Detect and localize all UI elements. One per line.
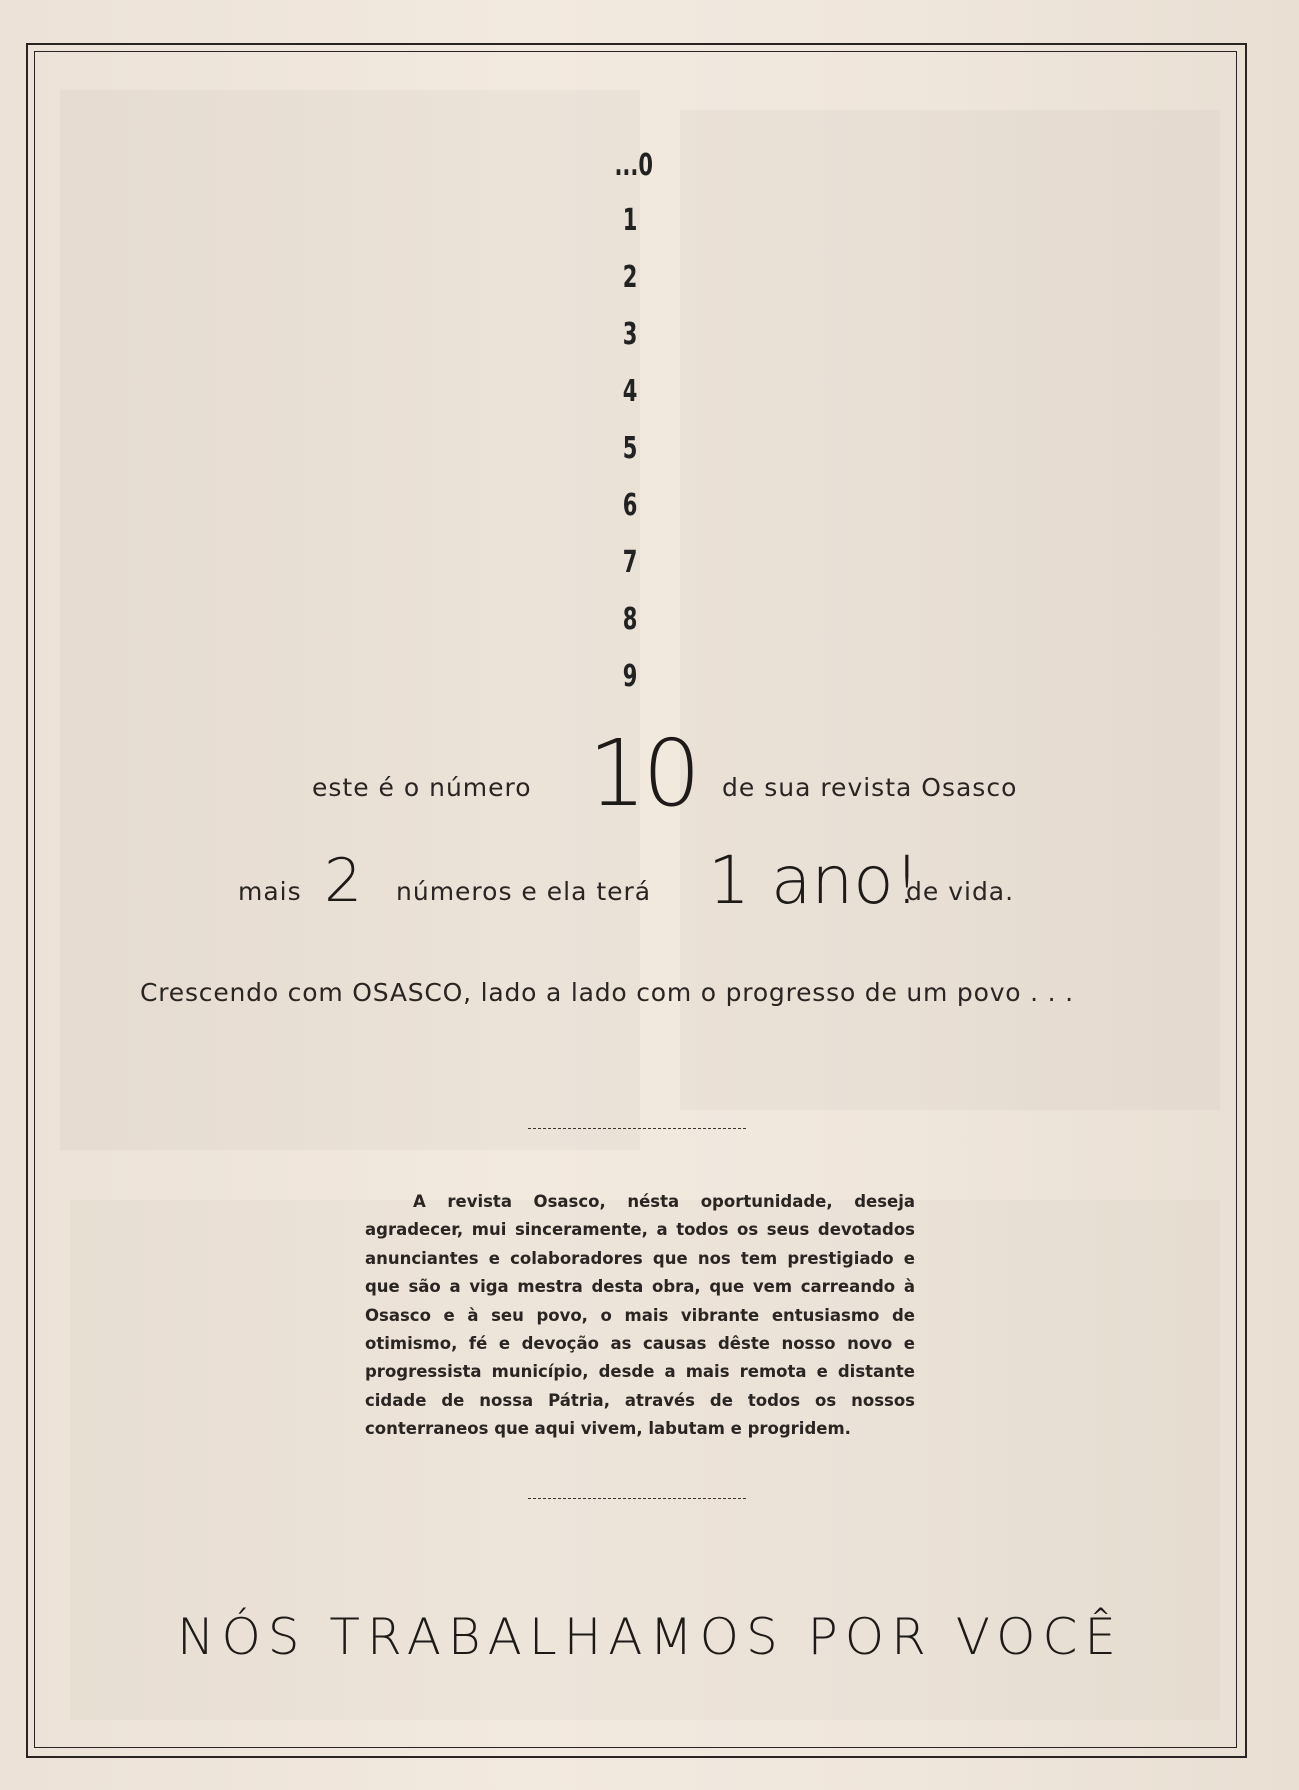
remaining-line-before: mais xyxy=(238,877,302,906)
issue-line-before: este é o número xyxy=(312,773,532,802)
bottom-divider xyxy=(528,1498,746,1499)
counter-digit: 9 xyxy=(622,659,638,694)
counter-digit: 5 xyxy=(622,431,638,466)
thank-you-message: A revista Osasco, nésta oportunidade, deseja agradecer, mui sinceramente, a todos os seus devotados anunciantes e colaboradores que nos tem prestigiado e que são a viga mestra desta obra, que vem carreando à Osasco e à seu povo, o mais vibrante entusiasmo de otimismo, fé e devoção as causas dêste nosso novo e progressista município, desde a mais remota e distante cidade de nossa Pátria, através de todos os nossos conterraneos que aqui vivem, labutam e progridem. xyxy=(365,1192,915,1439)
issue-line-after: de sua revista Osasco xyxy=(722,773,1018,802)
anniversary-highlight: 1 ano! xyxy=(708,842,921,919)
issue-number: 10 xyxy=(588,720,698,827)
counter-digit: 3 xyxy=(622,317,638,352)
top-divider xyxy=(528,1128,746,1129)
counter-digit: 2 xyxy=(622,260,638,295)
tagline: Crescendo com OSASCO, lado a lado com o progresso de um povo . . . xyxy=(140,978,1074,1007)
remaining-line-middle: números e ela terá xyxy=(396,877,652,906)
counter-digit: 7 xyxy=(622,545,638,580)
counter-digit: 1 xyxy=(622,203,638,238)
counter-digit: 4 xyxy=(622,374,638,409)
remaining-line-after: de vida. xyxy=(906,877,1015,906)
remaining-count: 2 xyxy=(324,846,363,916)
counter-digit: 8 xyxy=(622,602,638,637)
counter-digit: 6 xyxy=(622,488,638,523)
footer-slogan: NÓS TRABALHAMOS POR VOCÊ xyxy=(177,1608,1123,1666)
counter-zero: ...0 xyxy=(614,148,653,183)
